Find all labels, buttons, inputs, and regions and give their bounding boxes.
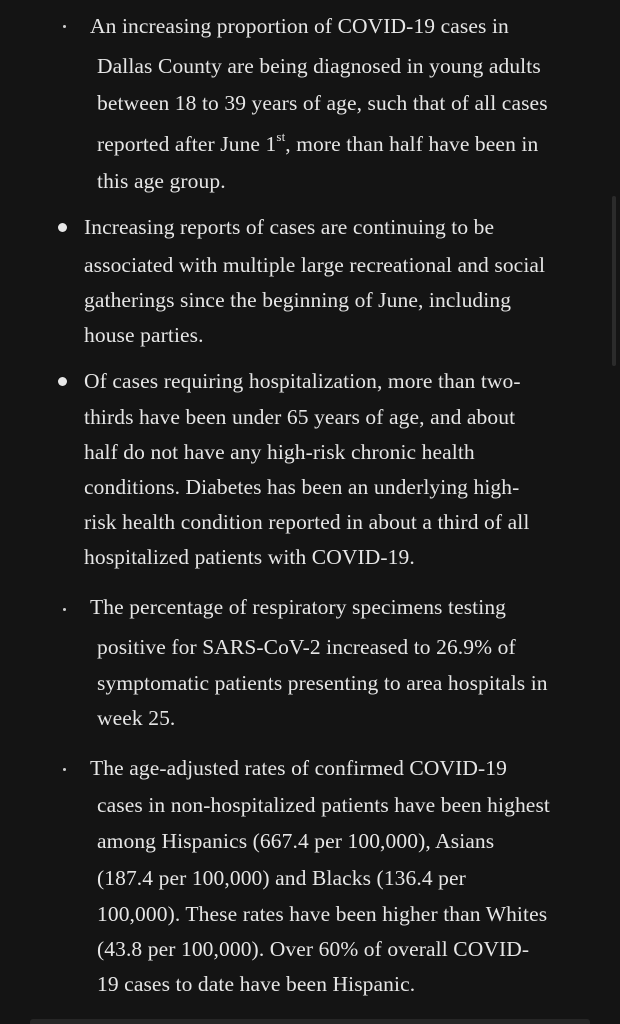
bullet-line: this age group. bbox=[97, 169, 226, 193]
bullet-line: symptomatic patients presenting to area hospitals in bbox=[97, 671, 548, 695]
bullet-line: Of cases requiring hospitalization, more than two- bbox=[84, 369, 521, 393]
bullet-line: house parties. bbox=[84, 323, 204, 347]
bullet-line: (43.8 per 100,000). Over 60% of overall COVID- bbox=[97, 937, 530, 961]
bullet-line-text: , more than half have been in bbox=[285, 132, 539, 156]
bullet-line: week 25. bbox=[97, 706, 176, 730]
bullet-line: (187.4 per 100,000) and Blacks (136.4 per bbox=[97, 866, 466, 890]
bullet-line: 100,000). These rates have been higher than Whites bbox=[97, 902, 548, 926]
bullet-dot-icon bbox=[63, 25, 66, 28]
superscript: st bbox=[276, 128, 286, 144]
bullet-line: among Hispanics (667.4 per 100,000), Asians bbox=[97, 829, 495, 853]
bullet-dot-icon bbox=[63, 608, 66, 611]
bullet-line: gatherings since the beginning of June, including bbox=[84, 288, 512, 312]
bullet-line: positive for SARS-CoV-2 increased to 26.9% of bbox=[97, 635, 516, 659]
bullet-line: associated with multiple large recreational and social bbox=[84, 253, 546, 277]
bullet-dot-icon bbox=[58, 223, 67, 232]
bullet-dot-icon bbox=[58, 377, 67, 386]
bullet-line: The age-adjusted rates of confirmed COVID-19 bbox=[90, 756, 507, 780]
bullet-line: 19 cases to date have been Hispanic. bbox=[97, 972, 416, 996]
bullet-line: An increasing proportion of COVID-19 cases in bbox=[90, 14, 509, 38]
bullet-line: thirds have been under 65 years of age, and about bbox=[84, 405, 516, 429]
bullet-line: half do not have any high-risk chronic health bbox=[84, 440, 475, 464]
bullet-line: cases in non-hospitalized patients have been highest bbox=[97, 793, 550, 817]
bullet-line: The percentage of respiratory specimens testing bbox=[90, 595, 507, 619]
bullet-line: risk health condition reported in about a third of all bbox=[84, 510, 530, 534]
scrollbar[interactable] bbox=[612, 196, 616, 366]
bullet-line: hospitalized patients with COVID-19. bbox=[84, 545, 415, 569]
bullet-dot-icon bbox=[63, 768, 66, 771]
bullet-line: Dallas County are being diagnosed in young adults bbox=[97, 54, 541, 78]
bullet-line bbox=[97, 128, 539, 157]
bullet-line-text: reported after June 1 bbox=[97, 132, 277, 156]
bullet-line: conditions. Diabetes has been an underlying high- bbox=[84, 475, 520, 499]
bottom-edge-bar bbox=[30, 1019, 590, 1024]
bullet-line: Increasing reports of cases are continuing to be bbox=[84, 215, 495, 239]
bullet-line: between 18 to 39 years of age, such that of all cases bbox=[97, 91, 548, 115]
